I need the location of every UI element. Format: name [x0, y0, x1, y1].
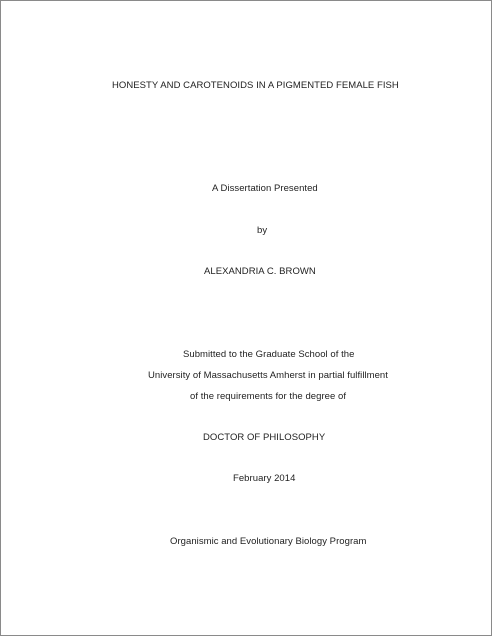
- submission-date: February 2014: [233, 473, 296, 484]
- submission-line-3: of the requirements for the degree of: [190, 391, 347, 402]
- degree-name: DOCTOR OF PHILOSOPHY: [203, 432, 326, 443]
- program-name: Organismic and Evolutionary Biology Program: [170, 536, 367, 547]
- author-name: ALEXANDRIA C. BROWN: [204, 266, 316, 277]
- submission-line-2: University of Massachusetts Amherst in partial fulfillment: [148, 370, 388, 381]
- by-line: by: [257, 225, 268, 236]
- dissertation-title: HONESTY AND CAROTENOIDS IN A PIGMENTED FEMALE FISH: [112, 80, 399, 91]
- presented-line: A Dissertation Presented: [212, 183, 318, 194]
- submission-line-1: Submitted to the Graduate School of the: [183, 349, 355, 360]
